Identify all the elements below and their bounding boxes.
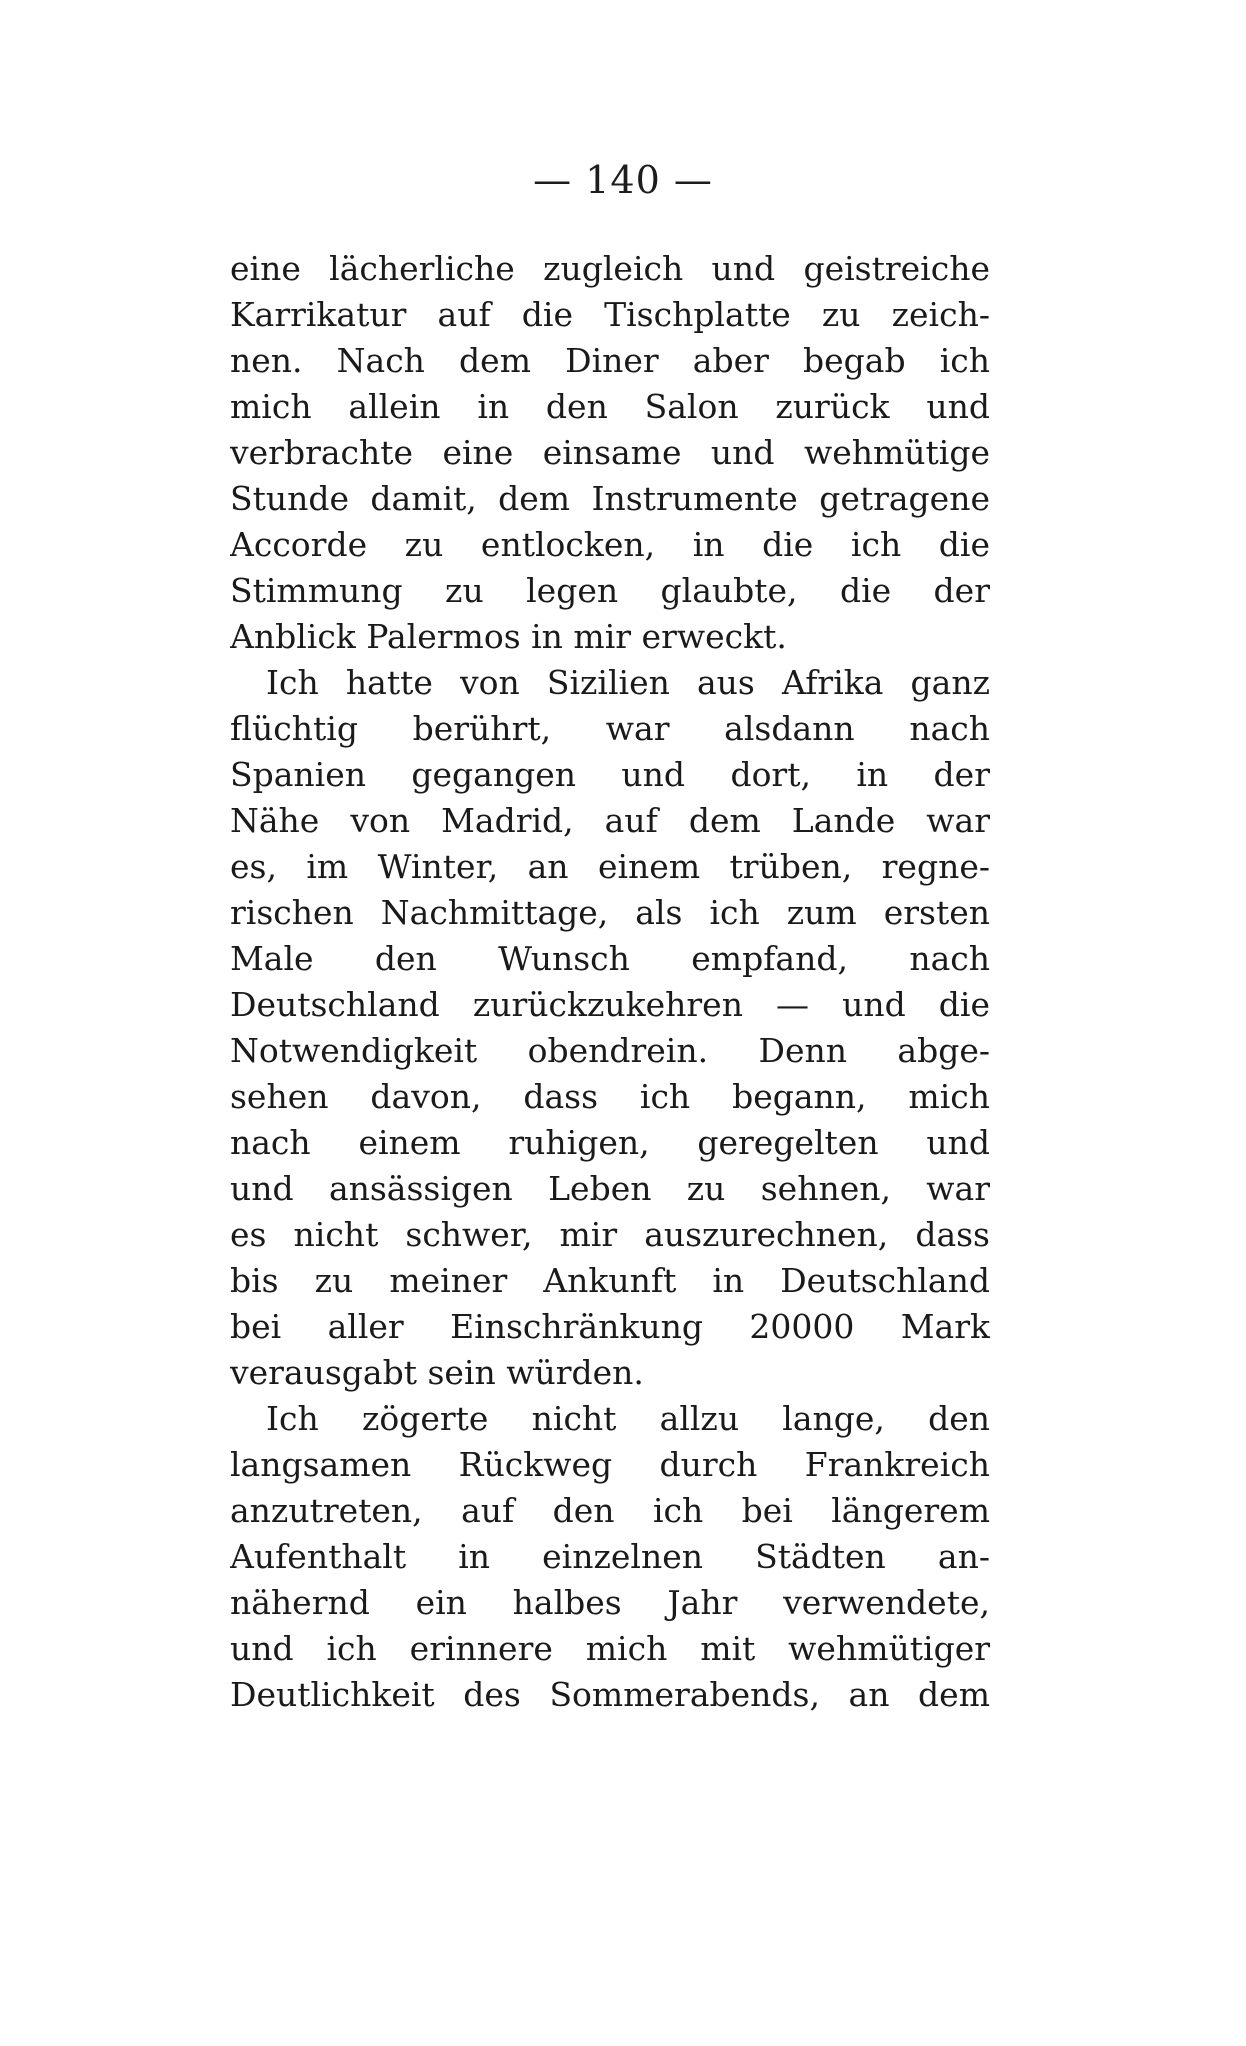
text-line: nähernd ein halbes Jahr verwendete, <box>230 1583 990 1622</box>
paragraph <box>230 246 990 660</box>
text-line: Spanien gegangen und dort, in der <box>230 755 990 794</box>
text-line: Anblick Palermos in mir erweckt. <box>230 617 787 656</box>
text-line: langsamen Rückweg durch Frankreich <box>230 1445 990 1484</box>
page-number: — 140 — <box>533 158 713 202</box>
text-line: Stunde damit, dem Instrumente getragene <box>230 479 990 518</box>
text-line: nen. Nach dem Diner aber begab ich <box>230 341 990 380</box>
text-line: Deutschland zurückzukehren — und die <box>230 985 990 1024</box>
text-line: es, im Winter, an einem trüben, regne- <box>230 847 990 886</box>
text-line: nach einem ruhigen, geregelten und <box>230 1123 990 1162</box>
text-line: flüchtig berührt, war alsdann nach <box>230 709 990 748</box>
text-line: rischen Nachmittage, als ich zum ersten <box>230 893 990 932</box>
paragraph <box>230 660 990 1396</box>
text-line: Nähe von Madrid, auf dem Lande war <box>230 801 990 840</box>
text-line: bis zu meiner Ankunft in Deutschland <box>230 1261 990 1300</box>
paragraph <box>230 1396 990 1718</box>
text-line: Ich zögerte nicht allzu lange, den <box>266 1399 990 1438</box>
text-line: Karrikatur auf die Tischplatte zu zeich- <box>230 295 990 334</box>
text-line: verbrachte eine einsame und wehmütige <box>230 433 990 472</box>
body-text <box>230 246 990 1718</box>
text-line: verausgabt sein würden. <box>230 1353 644 1392</box>
text-line: sehen davon, dass ich begann, mich <box>230 1077 990 1116</box>
text-line: Male den Wunsch empfand, nach <box>230 939 990 978</box>
text-line: anzutreten, auf den ich bei längerem <box>230 1491 990 1530</box>
text-line: Notwendigkeit obendrein. Denn abge- <box>230 1031 990 1070</box>
text-line: Ich hatte von Sizilien aus Afrika ganz <box>266 663 990 702</box>
text-line: bei aller Einschränkung 20000 Mark <box>230 1307 990 1346</box>
text-line: eine lächerliche zugleich und geistreiche <box>230 249 990 288</box>
text-line: Deutlichkeit des Sommerabends, an dem <box>230 1675 990 1714</box>
text-line: mich allein in den Salon zurück und <box>230 387 990 426</box>
text-line: Accorde zu entlocken, in die ich die <box>230 525 990 564</box>
text-line: und ich erinnere mich mit wehmütiger <box>230 1629 990 1668</box>
text-line: Aufenthalt in einzelnen Städten an- <box>230 1537 990 1576</box>
text-line: es nicht schwer, mir auszurechnen, dass <box>230 1215 990 1254</box>
text-line: Stimmung zu legen glaubte, die der <box>230 571 990 610</box>
text-line: und ansässigen Leben zu sehnen, war <box>230 1169 990 1208</box>
